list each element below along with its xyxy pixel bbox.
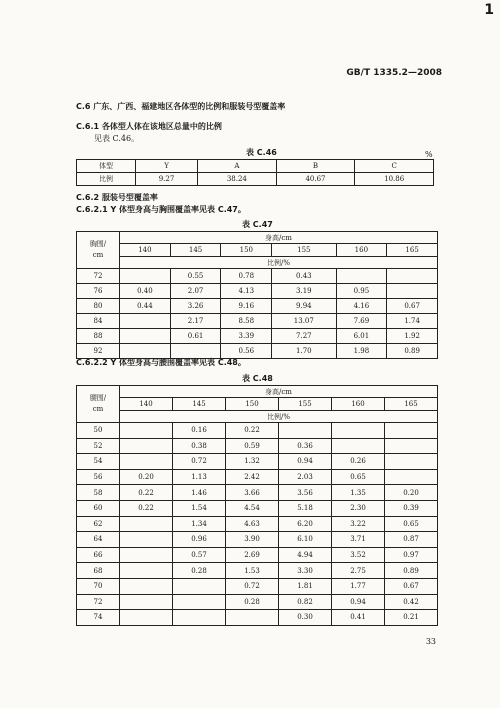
table48-height-cell: 165 xyxy=(385,398,438,411)
table-cell xyxy=(387,284,438,299)
row-label-cell: 84 xyxy=(77,314,120,329)
table47-group-header: 身高/cm xyxy=(120,232,438,244)
table47-height-cell: 155 xyxy=(272,244,336,257)
page-number: 33 xyxy=(425,637,436,646)
table-cell: 3.52 xyxy=(332,547,385,563)
table-cell: 1.77 xyxy=(332,578,385,594)
row-label-cell: 80 xyxy=(77,299,120,314)
table46-header-cell: C xyxy=(355,160,434,173)
table-cell: 0.20 xyxy=(120,469,173,485)
table-cell: 0.57 xyxy=(173,547,226,563)
table-cell: 1.92 xyxy=(387,329,438,344)
table-cell: 0.40 xyxy=(120,284,171,299)
table-cell: 1.35 xyxy=(332,485,385,501)
table-cell xyxy=(385,423,438,439)
table48-height-cell: 140 xyxy=(120,398,173,411)
table47-row-header xyxy=(77,232,120,269)
table-cell: 2.03 xyxy=(279,469,332,485)
table46-header-cell: Y xyxy=(136,160,198,173)
table48-group-header: 身高/cm xyxy=(120,386,438,398)
table-cell: 0.38 xyxy=(173,438,226,454)
table-cell xyxy=(279,423,332,439)
table-cell: 3.56 xyxy=(279,485,332,501)
table-cell: 3.66 xyxy=(226,485,279,501)
table-cell: 4.94 xyxy=(279,547,332,563)
row-label-cell: 92 xyxy=(77,344,120,359)
table-cell: 0.67 xyxy=(387,299,438,314)
table-cell xyxy=(226,610,279,626)
row-label-cell: 72 xyxy=(77,269,120,284)
table48-group-header-row xyxy=(77,386,438,398)
table48-height-cell: 155 xyxy=(279,398,332,411)
table48-row-header xyxy=(77,386,120,423)
table-cell: 0.87 xyxy=(385,532,438,548)
table-cell xyxy=(120,532,173,548)
table-cell: 1.32 xyxy=(226,454,279,470)
table-cell: 0.30 xyxy=(279,610,332,626)
table-row xyxy=(77,516,438,532)
row-label-cell: 58 xyxy=(77,485,120,501)
table-cell: 0.28 xyxy=(226,594,279,610)
table48-caption: 表 C.48 xyxy=(242,374,273,383)
table47-row-header-line2: cm xyxy=(92,251,104,259)
table-cell: 0.21 xyxy=(385,610,438,626)
row-label-cell: 88 xyxy=(77,329,120,344)
row-label-cell: 74 xyxy=(77,610,120,626)
table-row xyxy=(77,547,438,563)
table-cell: 0.42 xyxy=(385,594,438,610)
table47-height-cell: 145 xyxy=(170,244,221,257)
row-label-cell: 68 xyxy=(77,563,120,579)
table-row xyxy=(77,329,438,344)
table-cell: 0.22 xyxy=(120,500,173,516)
table-cell: 0.82 xyxy=(279,594,332,610)
table-row xyxy=(77,563,438,579)
table-cell: 1.46 xyxy=(173,485,226,501)
table-cell: 0.39 xyxy=(385,500,438,516)
table-cell: 2.17 xyxy=(170,314,221,329)
table48-height-cell: 150 xyxy=(226,398,279,411)
table-cell xyxy=(173,594,226,610)
table-row xyxy=(77,423,438,439)
table48-sub-header-row xyxy=(77,411,438,423)
table-row xyxy=(77,469,438,485)
table-cell xyxy=(120,610,173,626)
table-row xyxy=(77,532,438,548)
table-row xyxy=(77,485,438,501)
table47-height-row xyxy=(77,244,438,257)
table-cell: 0.20 xyxy=(385,485,438,501)
row-label-cell: 70 xyxy=(77,578,120,594)
table46-cell: 比例 xyxy=(77,173,136,186)
table-cell: 3.90 xyxy=(226,532,279,548)
table-cell: 1.54 xyxy=(173,500,226,516)
corner-mark: 1 xyxy=(484,2,494,18)
table-cell: 0.61 xyxy=(170,329,221,344)
table47-caption: 表 C.47 xyxy=(242,220,273,229)
table-cell xyxy=(385,454,438,470)
table-cell: 2.42 xyxy=(226,469,279,485)
table-cell: 1.70 xyxy=(272,344,336,359)
table-row xyxy=(77,269,438,284)
table-cell: 0.43 xyxy=(272,269,336,284)
table-cell: 7.69 xyxy=(336,314,387,329)
standard-number: GB/T 1335.2—2008 xyxy=(346,68,442,78)
table-cell: 0.78 xyxy=(221,269,272,284)
table-cell xyxy=(120,563,173,579)
table48-sub-header: 比例/% xyxy=(120,411,438,423)
table-cell: 0.65 xyxy=(332,469,385,485)
table-cell: 3.19 xyxy=(272,284,336,299)
table-cell: 7.27 xyxy=(272,329,336,344)
table-row xyxy=(77,594,438,610)
table-cell: 6.10 xyxy=(279,532,332,548)
table47-height-cell: 165 xyxy=(387,244,438,257)
row-label-cell: 72 xyxy=(77,594,120,610)
row-label-cell: 60 xyxy=(77,500,120,516)
table-cell: 1.74 xyxy=(387,314,438,329)
table-cell: 1.13 xyxy=(173,469,226,485)
table-cell: 0.22 xyxy=(120,485,173,501)
table-row xyxy=(77,578,438,594)
table-cell: 0.65 xyxy=(385,516,438,532)
table46-header-cell: 体型 xyxy=(77,160,136,173)
table-cell: 3.39 xyxy=(221,329,272,344)
table-cell: 3.26 xyxy=(170,299,221,314)
table-cell xyxy=(120,547,173,563)
table-cell: 0.55 xyxy=(170,269,221,284)
table-cell: 8.58 xyxy=(221,314,272,329)
table47-sub-header-row xyxy=(77,257,438,269)
table-cell: 2.30 xyxy=(332,500,385,516)
table-cell: 0.59 xyxy=(226,438,279,454)
table-cell xyxy=(387,269,438,284)
table-row xyxy=(77,610,438,626)
table-cell: 6.01 xyxy=(336,329,387,344)
section-c61-heading: C.6.1 各体型人体在该地区总量中的比例 xyxy=(76,122,222,131)
table-cell xyxy=(120,269,171,284)
table47-group-header-row xyxy=(77,232,438,244)
row-label-cell: 76 xyxy=(77,284,120,299)
table48 xyxy=(76,385,438,626)
table-row xyxy=(77,454,438,470)
table-cell: 4.13 xyxy=(221,284,272,299)
table47-height-cell: 160 xyxy=(336,244,387,257)
table-cell: 0.56 xyxy=(221,344,272,359)
table-cell xyxy=(173,610,226,626)
table48-height-cell: 145 xyxy=(173,398,226,411)
table-cell xyxy=(120,423,173,439)
table46-data-row xyxy=(77,173,434,186)
row-label-cell: 62 xyxy=(77,516,120,532)
table-cell: 9.94 xyxy=(272,299,336,314)
section-c6-heading: C.6 广东、广西、福建地区各体型的比例和服装号型覆盖率 xyxy=(76,102,286,111)
table-cell: 1.34 xyxy=(173,516,226,532)
table-cell: 0.36 xyxy=(279,438,332,454)
table46-cell: 40.67 xyxy=(276,173,355,186)
table46-cell: 10.86 xyxy=(355,173,434,186)
table-cell: 0.95 xyxy=(336,284,387,299)
table47-row-header-line1: 胸围/ xyxy=(89,240,107,248)
table48-body xyxy=(77,423,438,626)
table-cell: 0.44 xyxy=(120,299,171,314)
table46-header-cell: B xyxy=(276,160,355,173)
table-cell: 1.98 xyxy=(336,344,387,359)
table-cell xyxy=(173,578,226,594)
table46-cell: 38.24 xyxy=(198,173,277,186)
table-cell: 6.20 xyxy=(279,516,332,532)
table-row xyxy=(77,500,438,516)
table-cell: 2.75 xyxy=(332,563,385,579)
table-cell: 3.71 xyxy=(332,532,385,548)
table-cell: 1.81 xyxy=(279,578,332,594)
row-label-cell: 54 xyxy=(77,454,120,470)
table-cell xyxy=(332,423,385,439)
table-cell: 0.97 xyxy=(385,547,438,563)
table-cell: 13.07 xyxy=(272,314,336,329)
table46-unit: % xyxy=(425,150,433,159)
table-cell: 0.16 xyxy=(173,423,226,439)
row-label-cell: 56 xyxy=(77,469,120,485)
table47-height-cell: 150 xyxy=(221,244,272,257)
table47-height-cell: 140 xyxy=(120,244,171,257)
table-cell: 0.41 xyxy=(332,610,385,626)
table-cell xyxy=(120,314,171,329)
section-c61-text: 见表 C.46。 xyxy=(94,134,140,143)
row-label-cell: 50 xyxy=(77,423,120,439)
table46-header-cell: A xyxy=(198,160,277,173)
table-cell: 0.67 xyxy=(385,578,438,594)
table-cell: 0.94 xyxy=(332,594,385,610)
table-cell: 3.22 xyxy=(332,516,385,532)
table-cell: 4.16 xyxy=(336,299,387,314)
table-row xyxy=(77,314,438,329)
table-row xyxy=(77,438,438,454)
table-cell xyxy=(120,438,173,454)
section-c62-heading: C.6.2 服装号型覆盖率 xyxy=(76,193,158,202)
table-cell xyxy=(120,594,173,610)
table-row xyxy=(77,284,438,299)
table-cell: 0.22 xyxy=(226,423,279,439)
table47-sub-header: 比例/% xyxy=(120,257,438,269)
table-cell: 3.30 xyxy=(279,563,332,579)
table-cell xyxy=(120,454,173,470)
table47-body xyxy=(77,269,438,359)
table-cell: 5.18 xyxy=(279,500,332,516)
section-c622-heading: C.6.2.2 Y 体型身高与腰围覆盖率见表 C.48。 xyxy=(76,358,246,367)
table-cell xyxy=(120,516,173,532)
table-cell: 0.72 xyxy=(226,578,279,594)
table46 xyxy=(76,159,434,186)
table46-header-row xyxy=(77,160,434,173)
row-label-cell: 52 xyxy=(77,438,120,454)
table-cell: 2.07 xyxy=(170,284,221,299)
table46-cell: 9.27 xyxy=(136,173,198,186)
table-cell: 0.72 xyxy=(173,454,226,470)
table-cell: 0.89 xyxy=(387,344,438,359)
table-cell: 4.54 xyxy=(226,500,279,516)
table-cell: 0.28 xyxy=(173,563,226,579)
table-cell xyxy=(385,469,438,485)
table-cell: 9.16 xyxy=(221,299,272,314)
table47 xyxy=(76,231,438,359)
table-cell: 2.69 xyxy=(226,547,279,563)
table-cell: 0.89 xyxy=(385,563,438,579)
table-row xyxy=(77,299,438,314)
table-cell xyxy=(336,269,387,284)
table48-height-row xyxy=(77,398,438,411)
table48-height-cell: 160 xyxy=(332,398,385,411)
table-cell xyxy=(385,438,438,454)
table46-caption: 表 C.46 xyxy=(246,148,277,157)
section-c621-heading: C.6.2.1 Y 体型身高与胸围覆盖率见表 C.47。 xyxy=(76,205,246,214)
table-cell xyxy=(332,438,385,454)
table-cell xyxy=(120,329,171,344)
row-label-cell: 64 xyxy=(77,532,120,548)
table-cell: 0.94 xyxy=(279,454,332,470)
table-cell: 0.96 xyxy=(173,532,226,548)
table-cell: 0.26 xyxy=(332,454,385,470)
table-cell: 4.63 xyxy=(226,516,279,532)
table-cell xyxy=(120,578,173,594)
table48-row-header-line1: 腰围/ xyxy=(89,394,107,402)
row-label-cell: 66 xyxy=(77,547,120,563)
table-cell: 1.53 xyxy=(226,563,279,579)
table48-row-header-line2: cm xyxy=(92,405,104,413)
